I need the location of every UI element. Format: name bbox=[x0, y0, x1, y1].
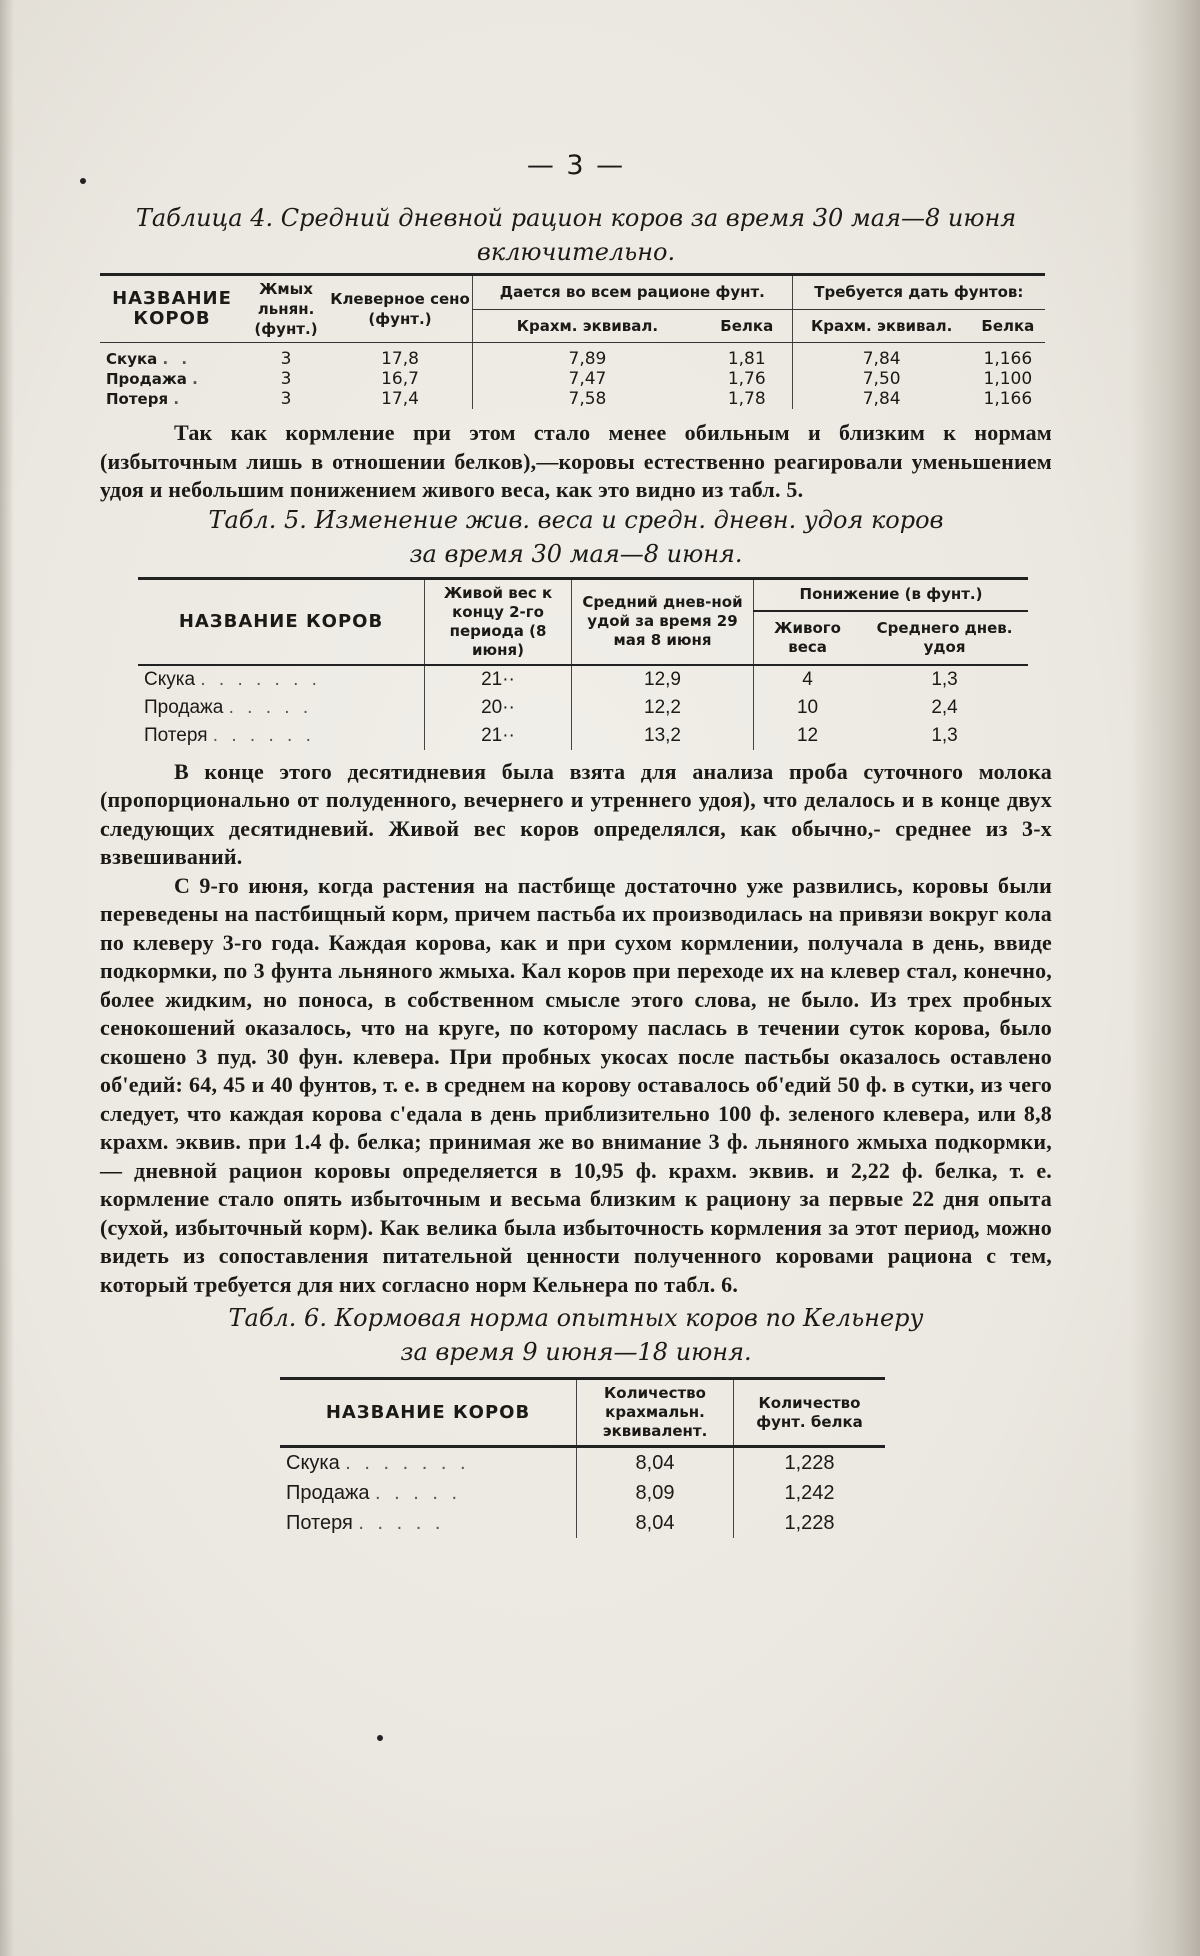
cow-name: Продажа bbox=[144, 696, 224, 718]
table4 bbox=[100, 273, 1045, 409]
cow-name: Потеря bbox=[144, 724, 208, 746]
leader-dots: . . . . . bbox=[375, 1482, 462, 1504]
table-row bbox=[280, 1508, 885, 1538]
page-shadow-right bbox=[1130, 0, 1200, 1956]
table6-caption-line2: за время 9 июня—18 июня. bbox=[400, 1338, 752, 1366]
table4-header-krahm2: Крахм. эквивал. bbox=[792, 309, 971, 342]
table-cell bbox=[138, 722, 425, 750]
table4-header-belka1: Белка bbox=[702, 309, 792, 342]
table-cell: 12,9 bbox=[572, 665, 754, 694]
table-cell: 1,242 bbox=[734, 1478, 886, 1508]
paragraph-1: Так как кормление при этом стало менее обильным и близким к нормам (избыточным лишь в отношении белков),—коровы естественно реагировали уменьшением удоя и небольшим понижением живого веса, как это видно из табл. 5. bbox=[100, 420, 1052, 502]
table-cell: 4 bbox=[754, 665, 862, 694]
table-cell bbox=[280, 1447, 577, 1479]
table-cell: 12 bbox=[754, 722, 862, 750]
cow-name: Потеря bbox=[106, 390, 169, 408]
page-number: — 3 — bbox=[526, 150, 626, 181]
table-row bbox=[100, 369, 1045, 389]
table6-header-belka: Количество фунт. белка bbox=[734, 1379, 886, 1447]
table6-header-name: НАЗВАНИЕ КОРОВ bbox=[280, 1379, 577, 1447]
table-cell: 1,228 bbox=[734, 1447, 886, 1479]
table-cell: 17,4 bbox=[381, 389, 419, 409]
cow-name: Скука bbox=[144, 668, 196, 690]
table-row bbox=[100, 389, 1045, 409]
table5-header-dec-yield: Среднего днев. удоя bbox=[861, 611, 1028, 665]
leader-dots: . . . . . . bbox=[212, 724, 315, 746]
cow-name: Скука bbox=[106, 350, 158, 368]
table-cell: 1,78 bbox=[727, 389, 766, 409]
table6-header-krahm: Количество крахмальн. эквивалент. bbox=[577, 1379, 734, 1447]
table5-header-live-weight: Живой вес к концу 2-го периода (8 июня) bbox=[425, 578, 572, 665]
table6-caption-line1: Табл. 6. Кормовая норма опытных коров по Кельнеру bbox=[228, 1304, 924, 1332]
table-row bbox=[138, 722, 1028, 750]
table-cell: 7,84 bbox=[792, 389, 971, 409]
table-row bbox=[280, 1447, 885, 1479]
table-cell: 2,4 bbox=[931, 696, 958, 718]
table-cell: 8,09 bbox=[577, 1478, 734, 1508]
table-row bbox=[138, 694, 1028, 722]
cow-name: Продажа bbox=[286, 1482, 370, 1504]
table-row bbox=[100, 343, 1045, 370]
table4-header-required: Требуется дать фунтов: bbox=[792, 275, 1045, 310]
table-cell: 1,166 bbox=[983, 349, 1033, 369]
table4-caption-line2: включительно. bbox=[476, 238, 676, 266]
table-cell: 7,89 bbox=[473, 343, 702, 370]
table4-header-given: Дается во всем рационе фунт. bbox=[473, 275, 793, 310]
table-cell: 7,47 bbox=[473, 369, 702, 389]
leader-dots: . . . . . . . bbox=[200, 668, 321, 690]
table-cell: 3 bbox=[280, 389, 292, 409]
table-cell: 1,3 bbox=[931, 668, 958, 690]
leader-dots: . . . . . . . bbox=[345, 1452, 470, 1474]
table-cell bbox=[100, 389, 244, 409]
cow-name: Продажа bbox=[106, 370, 187, 388]
table5 bbox=[138, 577, 1028, 750]
table-cell: 16,7 bbox=[381, 369, 419, 389]
leader-dots: . . . . . bbox=[228, 696, 313, 718]
cow-name: Скука bbox=[286, 1452, 340, 1474]
table6 bbox=[280, 1377, 885, 1538]
table-cell: 21·· bbox=[425, 722, 572, 750]
ink-speck-top-left bbox=[80, 178, 86, 184]
table-cell bbox=[138, 694, 425, 722]
table-cell: 17,8 bbox=[381, 349, 419, 369]
table-cell bbox=[100, 343, 244, 370]
table5-caption-line1: Табл. 5. Изменение жив. веса и средн. дневн. удоя коров bbox=[208, 505, 944, 534]
table-cell: 21·· bbox=[425, 665, 572, 694]
table4-header-name: НАЗВАНИЕ КОРОВ bbox=[100, 275, 244, 343]
table-cell: 20·· bbox=[425, 694, 572, 722]
cow-name: Потеря bbox=[286, 1512, 353, 1534]
table-row bbox=[138, 665, 1028, 694]
leader-dots: . . bbox=[162, 350, 192, 368]
table5-caption-line2: за время 30 мая—8 июня. bbox=[409, 539, 743, 568]
table-cell: 1,3 bbox=[931, 724, 958, 746]
table4-header-krahm1: Крахм. эквивал. bbox=[473, 309, 702, 342]
table4-caption-line1: Таблица 4. Средний дневной рацион коров за время 30 мая—8 июня bbox=[135, 204, 1017, 232]
table-cell: 3 bbox=[280, 369, 292, 389]
page-shadow-left bbox=[0, 0, 14, 1956]
table4-header-seno: Клеверное сено (фунт.) bbox=[328, 275, 473, 343]
table-cell bbox=[280, 1478, 577, 1508]
table-cell: 12,2 bbox=[572, 694, 754, 722]
table-cell: 1,228 bbox=[734, 1508, 886, 1538]
table-cell: 7,84 bbox=[792, 343, 971, 370]
table-cell: 10 bbox=[754, 694, 862, 722]
ink-speck-bottom bbox=[377, 1735, 383, 1741]
paragraph-2: В конце этого десятидневия была взята для анализа проба суточного молока (пропорционально от полуденного, вечернего и утреннего удоя), что делалось и в конце двух следующих десятидневий. Живой вес коров определялся, как обычно,- среднее из 3-х взвешиваний. bbox=[100, 758, 1052, 869]
table-cell bbox=[280, 1508, 577, 1538]
table5-header-name: НАЗВАНИЕ КОРОВ bbox=[138, 578, 425, 665]
paragraph-3: С 9-го июня, когда растения на пастбище достаточно уже развились, коровы были переведены на пастбищный корм, причем пастьба их производилась на привязи вокруг кола по клеверу 3-го года. Каждая корова, как и при сухом кормлении, получала в день, ввиде подкормки, по 3 фунта льняного жмыха. Кал коров при переходе их на клевер стал, конечно, более жидким, но поноса, в собственном смысле этого слова, не было. Из трех пробных сенокошений оказалось, что на круге, по которому паслась в течении суток корова, было скошено 3 пуд. 30 фун. клевера. При пробных укосах после пастьбы оказалось оставлено об'едий: 64, 45 и 40 фунтов, т. е. в среднем на корову оставалось об'едий 50 ф. в сутки, из чего следует, что каждая корова с'едала в день приблизительно 100 ф. зеленого клевера, или 8,8 крахм. эквив. при 1.4 ф. белка; принимая же во внимание 3 ф. льняного жмыха подкормки,— дневной рацион коровы определяется в 10,95 ф. крахм. эквив. и 2,22 ф. белка, т. е. кормление стало опять избыточным и весьма близким к рациону за первые 22 дня опыта (сухой, избыточный корм). Как велика была избыточность кормления за этот период, можно видеть из сопоставления питательной ценности полученного коровами рациона с тем, который требуется для них согласно норм Кельнера по табл. 6. bbox=[100, 872, 1052, 1297]
leader-dots: . bbox=[192, 370, 202, 388]
page-content bbox=[100, 140, 1052, 1538]
table5-header-decrease: Понижение (в фунт.) bbox=[754, 578, 1029, 611]
table5-header-avg-yield: Средний днев-ной удой за время 29 мая 8 июня bbox=[572, 578, 754, 665]
leader-dots: . . . . . bbox=[358, 1512, 445, 1534]
table-cell: 7,50 bbox=[792, 369, 971, 389]
table-cell: 7,58 bbox=[473, 389, 702, 409]
table-cell: 8,04 bbox=[577, 1447, 734, 1479]
table-cell bbox=[138, 665, 425, 694]
table-cell: 1,81 bbox=[727, 349, 766, 369]
table-cell: 1,100 bbox=[983, 369, 1033, 389]
table4-header-belka2: Белка bbox=[971, 309, 1045, 342]
leader-dots: . bbox=[173, 390, 184, 408]
table-row bbox=[280, 1478, 885, 1508]
table4-header-zhmyh: Жмых льнян. (фунт.) bbox=[244, 275, 328, 343]
table-cell: 13,2 bbox=[572, 722, 754, 750]
table-cell: 8,04 bbox=[577, 1508, 734, 1538]
table-cell: 1,76 bbox=[727, 369, 766, 389]
table-cell: 1,166 bbox=[983, 389, 1033, 409]
table5-header-dec-weight: Живого веса bbox=[754, 611, 862, 665]
table-cell bbox=[100, 369, 244, 389]
table-cell: 3 bbox=[280, 349, 292, 369]
